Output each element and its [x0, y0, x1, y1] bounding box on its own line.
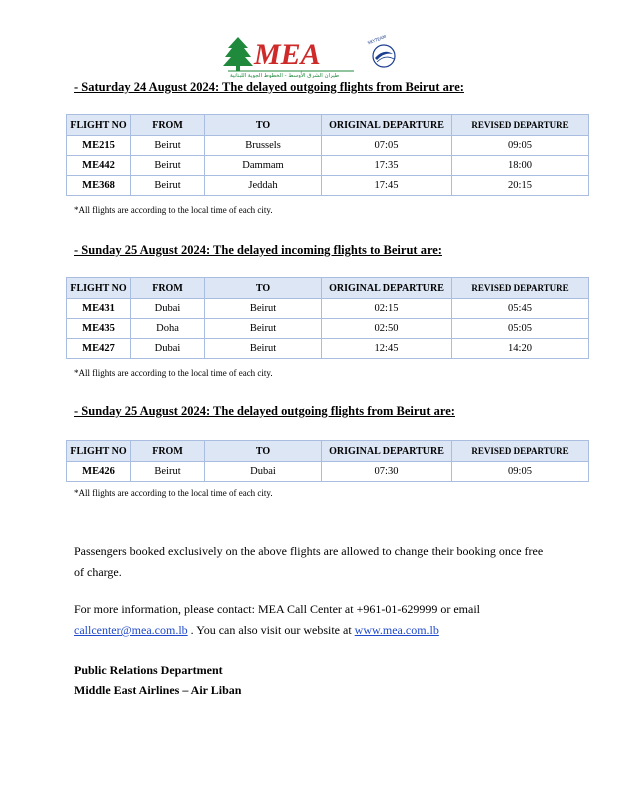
from-cell: Dubai: [131, 339, 205, 359]
from-cell: Beirut: [131, 462, 205, 482]
original-departure-cell: 12:45: [322, 339, 452, 359]
email-link[interactable]: callcenter@mea.com.lb: [74, 623, 188, 637]
col-flight-no: FLIGHT NO: [67, 278, 131, 299]
original-departure-cell: 07:30: [322, 462, 452, 482]
cedar-tree-icon: [223, 37, 253, 71]
revised-departure-cell: 05:45: [452, 299, 589, 319]
col-revised-departure: REVISED DEPARTURE: [452, 278, 589, 299]
signature-block: [74, 660, 241, 700]
to-cell: Dubai: [205, 462, 322, 482]
flight-no-cell: ME215: [67, 136, 131, 156]
revised-departure-cell: 14:20: [452, 339, 589, 359]
table-row: [67, 339, 589, 359]
section-heading-1: - Saturday 24 August 2024: The delayed outgoing flights from Beirut are:: [74, 80, 464, 94]
col-revised-departure: REVISED DEPARTURE: [452, 441, 589, 462]
col-from: FROM: [131, 278, 205, 299]
from-cell: Beirut: [131, 156, 205, 176]
revised-departure-cell: 18:00: [452, 156, 589, 176]
flights-table-2: [66, 277, 589, 359]
col-to: TO: [205, 441, 322, 462]
flight-no-cell: ME427: [67, 339, 131, 359]
arabic-tagline: طيران الشرق الأوسط - الخطوط الجوية اللبنانية: [230, 73, 340, 78]
skyteam-label: SKYTEAM: [366, 34, 387, 46]
revised-departure-cell: 05:05: [452, 319, 589, 339]
to-cell: Brussels: [205, 136, 322, 156]
to-cell: Beirut: [205, 299, 322, 319]
original-departure-cell: 17:35: [322, 156, 452, 176]
col-flight-no: FLIGHT NO: [67, 115, 131, 136]
from-cell: Beirut: [131, 176, 205, 196]
flight-no-cell: ME431: [67, 299, 131, 319]
mea-wordmark: MEA: [254, 38, 321, 71]
original-departure-cell: 07:05: [322, 136, 452, 156]
col-flight-no: FLIGHT NO: [67, 441, 131, 462]
original-departure-cell: 02:15: [322, 299, 452, 319]
website-text: . You can also visit our website at: [187, 623, 355, 637]
table-row: [67, 299, 589, 319]
to-cell: Beirut: [205, 339, 322, 359]
col-revised-departure: REVISED DEPARTURE: [452, 115, 589, 136]
department-name: Public Relations Department: [74, 663, 223, 677]
table-row: [67, 319, 589, 339]
mea-logo: [222, 34, 400, 78]
col-from: FROM: [131, 441, 205, 462]
local-time-note-3: *All flights are according to the local time of each city.: [74, 488, 273, 498]
col-original-departure: ORIGINAL DEPARTURE: [322, 441, 452, 462]
from-cell: Doha: [131, 319, 205, 339]
local-time-note-2: *All flights are according to the local time of each city.: [74, 368, 273, 378]
section-heading-3: - Sunday 25 August 2024: The delayed outgoing flights from Beirut are:: [74, 404, 455, 418]
table-row: [67, 156, 589, 176]
col-from: FROM: [131, 115, 205, 136]
website-link[interactable]: www.mea.com.lb: [354, 623, 439, 637]
revised-departure-cell: 09:05: [452, 136, 589, 156]
flights-table-1: [66, 114, 589, 196]
table-row: [67, 136, 589, 156]
revised-departure-cell: 09:05: [452, 462, 589, 482]
table-row: [67, 176, 589, 196]
col-original-departure: ORIGINAL DEPARTURE: [322, 115, 452, 136]
col-to: TO: [205, 278, 322, 299]
contact-text: For more information, please contact: MEA Call Center at +961-01-629999 or email: [74, 602, 481, 616]
flight-no-cell: ME435: [67, 319, 131, 339]
original-departure-cell: 17:45: [322, 176, 452, 196]
to-cell: Beirut: [205, 319, 322, 339]
flights-table-3: [66, 440, 589, 482]
col-original-departure: ORIGINAL DEPARTURE: [322, 278, 452, 299]
flight-no-cell: ME426: [67, 462, 131, 482]
flight-no-cell: ME442: [67, 156, 131, 176]
to-cell: Jeddah: [205, 176, 322, 196]
revised-departure-cell: 20:15: [452, 176, 589, 196]
from-cell: Dubai: [131, 299, 205, 319]
col-to: TO: [205, 115, 322, 136]
company-name: Middle East Airlines – Air Liban: [74, 683, 242, 697]
original-departure-cell: 02:50: [322, 319, 452, 339]
contact-paragraph: [74, 599, 544, 641]
section-heading-2: - Sunday 25 August 2024: The delayed incoming flights to Beirut are:: [74, 243, 442, 257]
skyteam-icon: [367, 34, 395, 67]
from-cell: Beirut: [131, 136, 205, 156]
to-cell: Dammam: [205, 156, 322, 176]
local-time-note-1: *All flights are according to the local time of each city.: [74, 205, 273, 215]
rebooking-paragraph: Passengers booked exclusively on the above flights are allowed to change their booking once free of charge.: [74, 544, 544, 579]
flight-no-cell: ME368: [67, 176, 131, 196]
table-row: [67, 462, 589, 482]
